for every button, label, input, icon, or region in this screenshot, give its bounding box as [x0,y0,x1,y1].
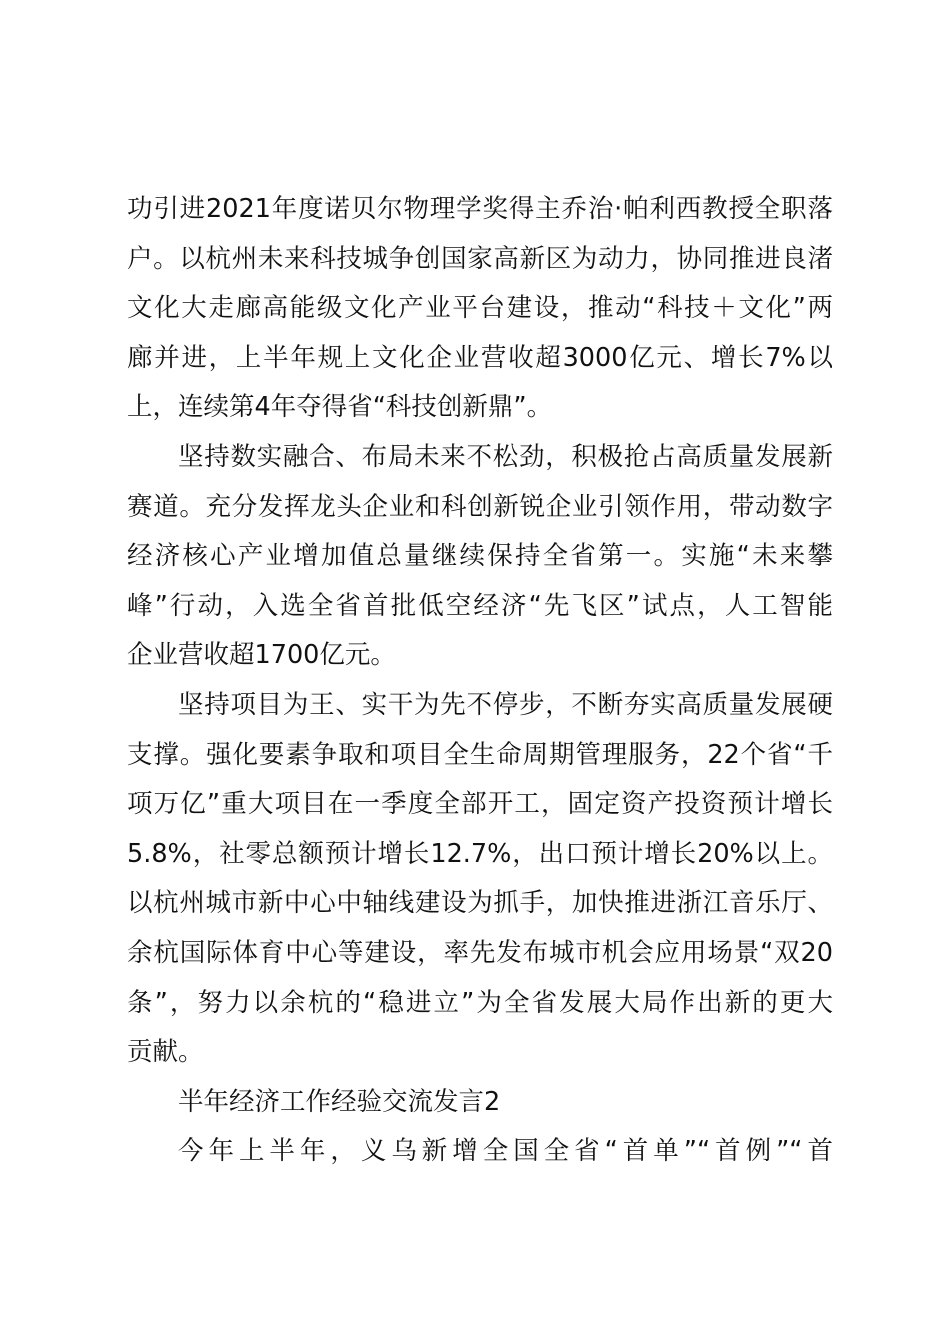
text-line: 坚持项目为王、实干为先不停步，不断夯实高质量发展硬 [178,689,833,720]
paragraph-digital-economy [127,433,833,681]
text-line: 户。以杭州未来科技城争创国家高新区为动力，协同推进良渚 [127,243,833,274]
section-heading [127,1078,833,1128]
text-line: 文化大走廊高能级文化产业平台建设，推动“科技＋文化”两 [127,293,833,324]
text-line: 坚持数实融合、布局未来不松劲，积极抢占高质量发展新 [178,441,833,472]
paragraph-yiwu [127,1127,833,1177]
text-line: 条”，努力以余杭的“稳进立”为全省发展大局作出新的更大 [127,987,833,1018]
text-line: 项万亿”重大项目在一季度全部开工，固定资产投资预计增长 [127,789,833,820]
text-line: 企业营收超1700亿元。 [127,640,396,671]
text-line: 功引进2021年度诺贝尔物理学奖得主乔治·帕利西教授全职落 [127,194,833,224]
paragraph-tech-culture [127,185,833,433]
text-line: 廊并进，上半年规上文化企业营收超3000亿元、增长7%以 [127,342,833,373]
text-line: 以杭州城市新中心中轴线建设为抓手，加快推进浙江音乐厅、 [127,888,833,919]
document-body [127,185,833,1177]
text-line: 支撑。强化要素争取和项目全生命周期管理服务，22个省“千 [127,739,833,770]
text-line: 峰”行动，入选全省首批低空经济“先飞区”试点，人工智能 [127,590,833,621]
text-line: 经济核心产业增加值总量继续保持全省第一。实施“未来攀 [127,541,833,572]
paragraph-projects [127,681,833,1078]
text-line: 今年上半年，义乌新增全国全省“首单”“首例”“首 [178,1136,833,1167]
text-line: 贡献。 [127,1037,204,1068]
text-line: 5.8%，社零总额预计增长12.7%，出口预计增长20%以上。 [127,838,833,869]
text-line: 余杭国际体育中心等建设，率先发布城市机会应用场景“双20 [127,937,833,968]
heading-line: 半年经济工作经验交流发言2 [178,1086,501,1117]
text-line: 上，连续第4年夺得省“科技创新鼎”。 [127,392,553,423]
text-line: 赛道。充分发挥龙头企业和科创新锐企业引领作用，带动数字 [127,491,833,522]
